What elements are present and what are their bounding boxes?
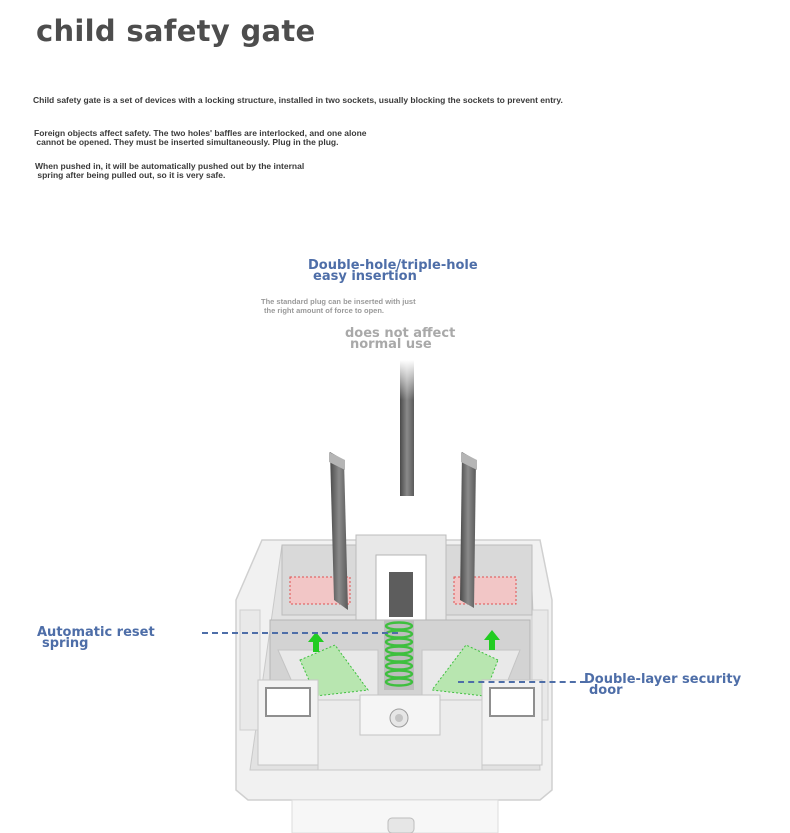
- spring-label: [37, 627, 155, 649]
- insertion-note-line1: The standard plug can be inserted with just: [261, 297, 416, 306]
- door-label-line2: door: [589, 683, 623, 698]
- description-line: Foreign objects affect safety. The two holes' baffles are interlocked, and one alone: [34, 128, 367, 138]
- insertion-label-line1: Double-hole/triple-hole: [308, 258, 478, 273]
- description-line: cannot be opened. They must be inserted simultaneously. Plug in the plug.: [34, 137, 339, 147]
- reset-spring: [384, 620, 414, 690]
- insertion-note-line2: the right amount of force to open.: [264, 306, 384, 315]
- door-label: [584, 674, 741, 696]
- page-title: child safety gate: [36, 14, 316, 48]
- spring-label-line1: Automatic reset: [37, 625, 155, 640]
- insertion-label: [308, 260, 478, 282]
- normal-use-line2: normal use: [350, 337, 432, 352]
- spring-label-line2: spring: [42, 636, 89, 651]
- door-label-line1: Double-layer security: [584, 672, 742, 687]
- normal-use-label: [345, 328, 455, 350]
- spring-leader-line: [202, 632, 398, 634]
- description-line: spring after being pulled out, so it is very safe.: [35, 170, 226, 180]
- insertion-note: [261, 297, 416, 315]
- insertion-label-line2: easy insertion: [313, 269, 417, 284]
- normal-use-line1: does not affect: [345, 326, 456, 341]
- door-leader-line: [458, 681, 586, 683]
- description-line: When pushed in, it will be automatically pushed out by the internal: [35, 161, 305, 171]
- description-line: Child safety gate is a set of devices with a locking structure, installed in two sockets, usually blocking the sockets to prevent entry.: [33, 95, 563, 105]
